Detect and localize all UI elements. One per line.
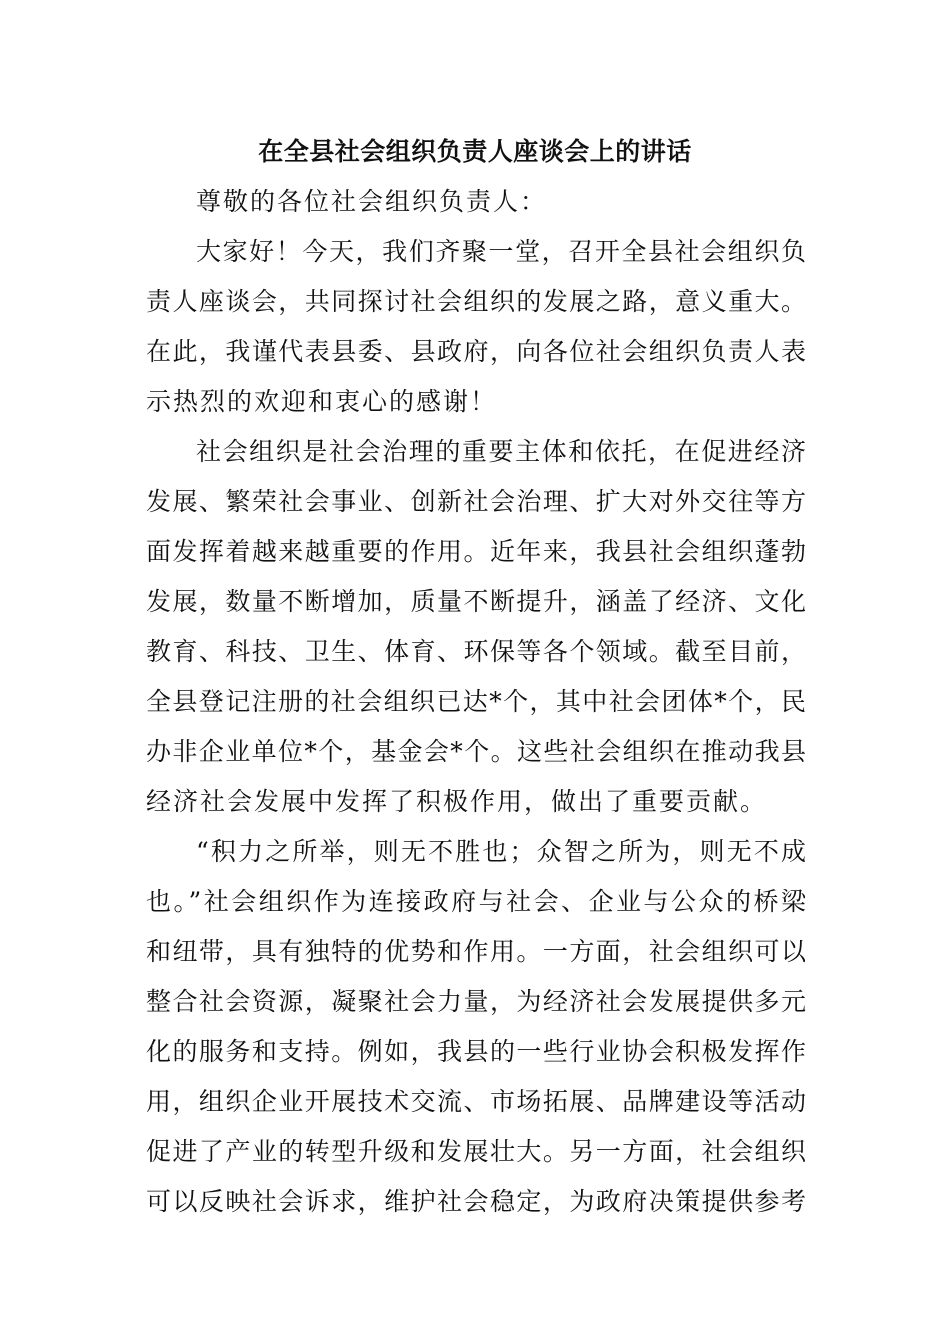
paragraph-line: 责人座谈会，共同探讨社会组织的发展之路，意义重大。	[146, 287, 806, 316]
paragraph-line: 促进了产业的转型升级和发展壮大。另一方面，社会组织	[146, 1137, 806, 1166]
salutation: 尊敬的各位社会组织负责人：	[196, 187, 548, 216]
paragraph-line: 示热烈的欢迎和衷心的感谢！	[146, 387, 498, 416]
paragraph-line: 社会组织是社会治理的重要主体和依托，在促进经济	[196, 437, 806, 466]
paragraph-line: 教育、科技、卫生、体育、环保等各个领域。截至目前，	[146, 637, 806, 666]
paragraph-line: 用，组织企业开展技术交流、市场拓展、品牌建设等活动	[146, 1087, 806, 1116]
paragraph-line: 可以反映社会诉求，维护社会稳定，为政府决策提供参考	[146, 1187, 806, 1216]
paragraph-line: 经济社会发展中发挥了积极作用，做出了重要贡献。	[146, 787, 768, 816]
paragraph-line: 和纽带，具有独特的优势和作用。一方面，社会组织可以	[146, 937, 806, 966]
document-title: 在全县社会组织负责人座谈会上的讲话	[258, 137, 692, 166]
paragraph-line: 发展，数量不断增加，质量不断提升，涵盖了经济、文化	[146, 587, 806, 616]
paragraph-line: 办非企业单位*个，基金会*个。这些社会组织在推动我县	[146, 737, 806, 766]
paragraph-line: 全县登记注册的社会组织已达*个，其中社会团体*个，民	[146, 687, 806, 716]
paragraph-line: 整合社会资源，凝聚社会力量，为经济社会发展提供多元	[146, 987, 806, 1016]
paragraph-line: 面发挥着越来越重要的作用。近年来，我县社会组织蓬勃	[146, 537, 806, 566]
paragraph-line: 发展、繁荣社会事业、创新社会治理、扩大对外交往等方	[146, 487, 806, 516]
paragraph-line: “积力之所举，则无不胜也；众智之所为，则无不成	[196, 837, 806, 866]
paragraph-line: 化的服务和支持。例如，我县的一些行业协会积极发挥作	[146, 1037, 806, 1066]
paragraph-line: 大家好！今天，我们齐聚一堂，召开全县社会组织负	[196, 237, 806, 266]
paragraph-line: 在此，我谨代表县委、县政府，向各位社会组织负责人表	[146, 337, 806, 366]
paragraph-line: 也。”社会组织作为连接政府与社会、企业与公众的桥梁	[146, 887, 806, 916]
